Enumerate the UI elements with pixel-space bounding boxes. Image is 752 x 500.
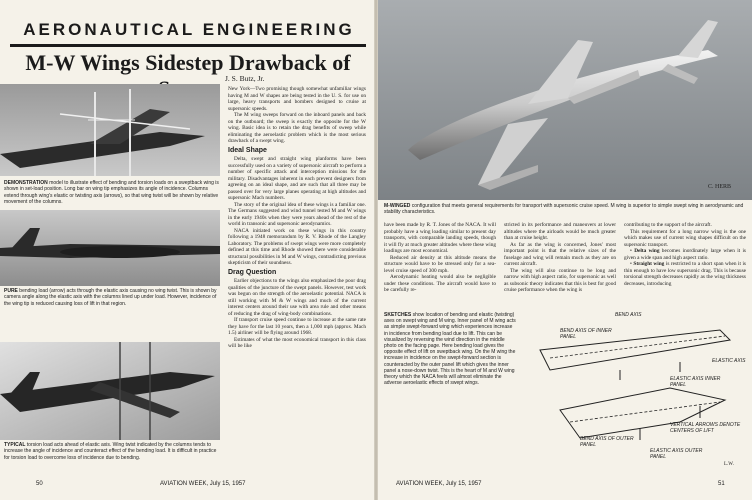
m-winged-caption [384, 203, 746, 216]
label-bend-axis-inner: BEND AXIS OF INNER PANEL [560, 328, 612, 340]
page-number-left: 50 [36, 481, 43, 487]
photo2-caption-lead: PURE [4, 288, 18, 294]
footer-left: AVIATION WEEK, July 15, 1957 [160, 481, 246, 487]
paragraph: The wing will also continue to be long and narrow with high aspect ratio, for supersonic as well as subsonic theory indicates that this is best for good cruise performance when the wing is [504, 267, 616, 293]
paragraph-text: becomes inordinately large when it is given a wide span and high aspect ratio. [624, 248, 746, 261]
paragraph: Estimates of what the most economical transport in this class will be like [228, 336, 366, 349]
right-column-2 [504, 222, 616, 306]
paragraph: contributing to the support of the aircraft. [624, 222, 712, 228]
wing-axes-sketch [520, 310, 748, 475]
right-column-3 [624, 222, 746, 306]
paragraph: NACA initiated work on these wings in this country following a 1948 memorandum by R. V. Rhode of the Langley Laboratory. The problems of swept wings were more completely defined at this time and Rhode showed there were considerable structural possibilities in M and W wings, contradicting previous skepticism of their soundness. [228, 227, 366, 266]
byline: J. S. Butz, Jr. [225, 74, 265, 83]
sketches-caption-lead: SKETCHES [384, 312, 412, 318]
bending-model-illustration [0, 210, 220, 286]
right-page [378, 0, 752, 500]
label-bend-axis-outer: BEND AXIS OF OUTER PANEL [580, 436, 634, 448]
photo1-caption-lead: DEMONSTRATION [4, 180, 48, 186]
paragraph: The story of the original idea of these wings is a familiar one. The Germans suggested and wind tunnel tested M and W wings in the early 1940s when they were years ahead of the rest of the world in transonic and supersonic aerodynamics. [228, 201, 366, 227]
m-wing-aircraft-illustration [378, 0, 752, 200]
m-winged-caption-lead: M-WINGED [384, 203, 411, 209]
section-heading: AERONAUTICAL ENGINEERING [23, 20, 355, 39]
photo-pure-bending [0, 210, 220, 286]
label-elastic-axis-inner: ELASTIC AXIS INNER PANEL [670, 376, 721, 388]
photo2-caption-text: bending load (arrow) acts through the elastic axis causing no wing twist. This is shown by camera angle along the elastic axis with the columns lined up under load. However, incidence of the wing tip is reduced causing loss of lift in that region. [4, 288, 217, 307]
intro-paragraph: New York—Two promising though somewhat unfamiliar wings having M and W shapes are being tested in the U. S. for use on large, heavy transports and bombers designed to cruise at supersonic speeds. [228, 86, 366, 112]
paragraph: As far as the wing is concerned, Jones' most important point is that the relative sizes of the fuselage and wing will remain much as they are on current aircraft. [504, 241, 616, 267]
m-winged-caption-text: configuration that meets general requirements for transport with supersonic cruise speed. M wing is superior to simple swept wing in aerodynamic and stability characteristics. [384, 203, 744, 216]
footer-right: AVIATION WEEK, July 15, 1957 [396, 481, 482, 487]
photo2-caption [4, 288, 222, 307]
left-page [0, 0, 374, 500]
wing-sketch-drawing [520, 310, 748, 475]
photo3-caption-lead: TYPICAL [4, 442, 26, 448]
photo-demonstration-model [0, 84, 220, 176]
heading-rule [10, 44, 366, 47]
artist-signature: C. HERB [708, 184, 732, 190]
subhead-ideal-shape: Ideal Shape [228, 146, 267, 154]
photo1-caption [4, 180, 222, 205]
paragraph: If transport cruise speed continue to increase at the same rate they have for the last 10 years, then a 1,000 mph (approx. Mach 1.5) airliner will be flying around 1968. [228, 317, 366, 336]
paragraph: have been made by R. T. Jones of the NACA. It will probably have a wing loading similar to present day transports, with comparable landing speeds, though it will fly at much greater altitudes where these wing loadings are most economical. [384, 222, 496, 254]
paragraph: • Delta wing becomes inordinately large when it is given a wide span and high aspect ratio. [624, 248, 746, 261]
label-elastic-axis-outer: ELASTIC AXIS OUTER PANEL [650, 448, 703, 460]
paragraph: • Straight wing is restricted to a short span when it is thin enough to have low supersonic drag. This is because torsional strength decreases rapidly as the wing thickness decreases, introducing [624, 261, 746, 287]
left-body-column [228, 86, 366, 478]
label-bend-axis: BEND AXIS [615, 312, 642, 318]
page-number-right: 51 [718, 481, 725, 487]
swept-wing-model-illustration [0, 84, 220, 176]
paragraph: This requirement for a long narrow wing is the one which makes use of current wing shapes difficult on the supersonic transport. [624, 228, 746, 248]
photo1-caption-text: model to illustrate effect of bending and torsion loads on a sweptback wing is shown in set-load position. Long bar on wing tip emphasizes its angle of incidence. Columns extend through wing's elastic or twisting axis (arrows), so that wing twist will be shown by relative movement of the columns. [4, 180, 219, 205]
paragraph: Aerodynamic heating would also be negligible under these conditions. The aircraft would have to be carefully re- [384, 274, 496, 293]
paragraph: Reduced air density at this altitude means the structure would have to be stressed only for a sea-level cruise speed of 300 mph. [384, 254, 496, 274]
label-vertical-arrows: VERTICAL ARROWS DENOTE CENTERS OF LIFT [670, 422, 741, 434]
article-headline: M-W Wings Sidestep Drawback of [25, 50, 351, 75]
paragraph: Earlier objections to the wings also emphasized the poor drag qualities of the juncture of the swept panels. However, test work was begun on the strength of the aeroelastic potential. NACA is still working with M & W wings and much of the current interest centers around their use with area rule and other means of reducing the drag of wing-body combinations. [228, 278, 366, 317]
m-winged-transport-art [378, 0, 752, 200]
paragraph: stricted in its performance and maneuvers at lower altitudes where the airloads would be much greater than at cruise height. [504, 222, 616, 241]
bold-lead: Delta wing [634, 248, 660, 254]
paragraph: Delta, swept and straight wing planforms have been successfully used on a variety of supersonic aircraft to perform a number of specific attack and interception missions for the military. Disadvantages inherent in each prevent designers from agreeing on an ideal shape, and are such that all three may be passed over for very large planes operating at high altitudes and supersonic Mach numbers. [228, 156, 366, 201]
photo3-caption [4, 442, 222, 461]
sketches-caption [384, 312, 516, 470]
photo3-caption-text: torsion load acts ahead of elastic axis. Wing twist indicated by the columns tends to increase the angle of incidence and counteract effect of the bending load. It is difficult in practice for torsion load to overcome loss of incidence due to bending. [4, 442, 217, 461]
paragraph: The M wing sweeps forward on the inboard panels and back on the outboard; the sweep is exactly the opposite for the W wing. Basic idea is to retain the drag benefits of sweep while eliminating the aeroelastic problem which is the most serious drawback of a swept wing. [228, 112, 366, 144]
photo-typical-torsion [0, 342, 220, 440]
sketch-initials: L.W. [724, 462, 734, 467]
sketches-caption-text: show location of bending and elastic (twisting) axes on swept wing and M wing. Inner panel of M wing acts as simple swept-forward wing which experiences increase in incidence from bending load due to lift. This can be visualized by reversing the wind direction in the middle photo on the facing page. Here bending load gives the opposite effect of lift on sweptback wing. On the M wing the increase in incidence on the swept-forward section is counteracted by the outer panel lift which gives the inner panel a nose-down twist. This is the heart of M and W wing theory which the NACA feels will almost eliminate the adverse aeroelastic effects of swept wings. [384, 312, 516, 387]
bold-lead: Straight wing [633, 261, 665, 267]
subhead-drag-question: Drag Question [228, 268, 277, 276]
torsion-model-illustration [0, 342, 220, 440]
label-elastic-axis: ELASTIC AXIS [712, 358, 746, 364]
paragraph-text: is restricted to a short span when it is thin enough to have low supersonic drag. This is because torsional strength decreases rapidly as the wing thickness decreases, introducing [624, 261, 746, 287]
right-column-1 [384, 222, 496, 300]
